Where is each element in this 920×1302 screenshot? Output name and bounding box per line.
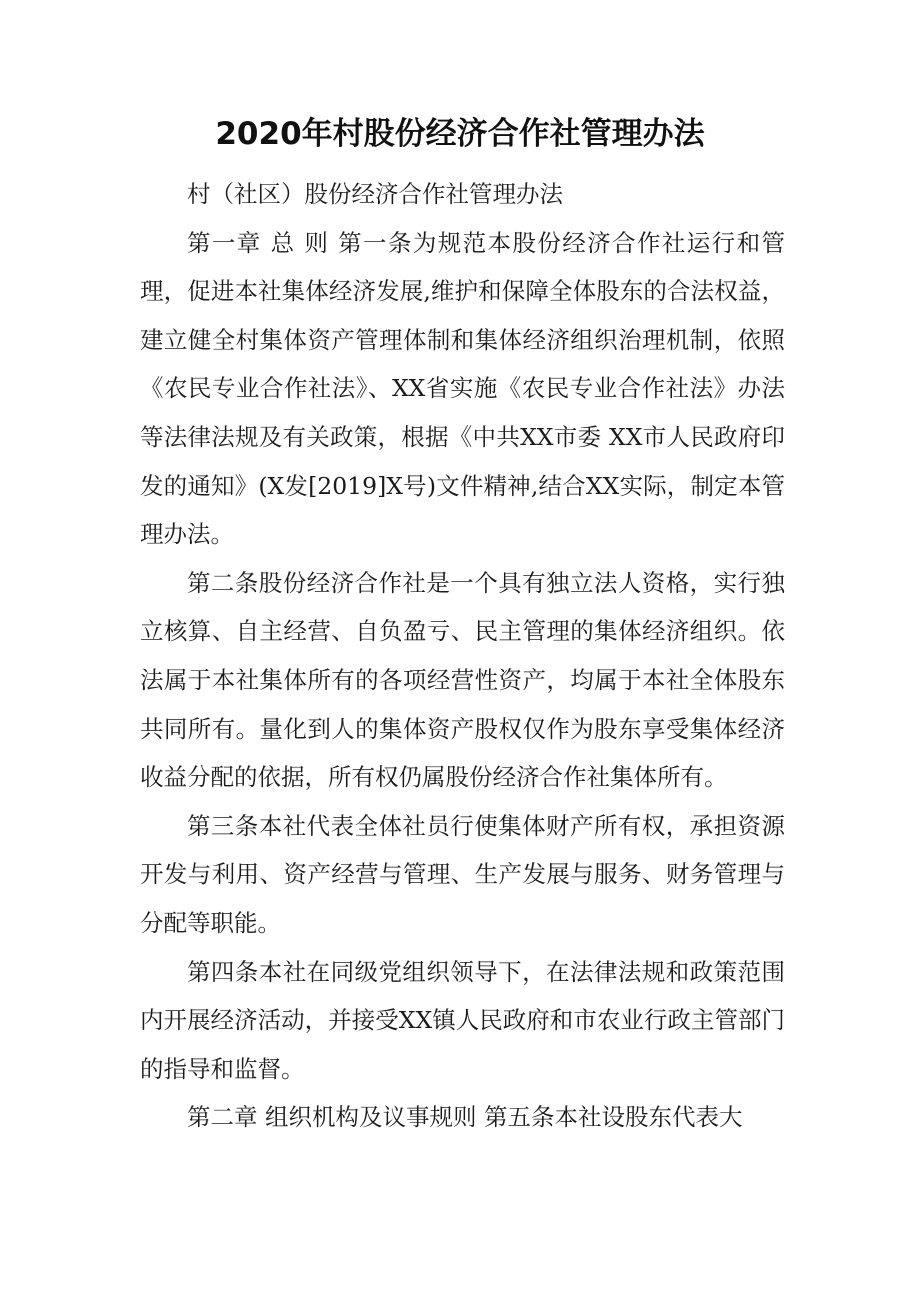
- document-body: [140, 170, 785, 1142]
- paragraph-chapter-2: 第二章 组织机构及议事规则 第五条本社设股东代表大: [187, 1103, 743, 1132]
- document-title: 2020年村股份经济合作社管理办法: [215, 116, 705, 152]
- paragraph-article-2: 第二条股份经济合作社是一个具有独立法人资格，实行独立核算、自主经营、自负盈亏、民主管理的集体经济组织。依法属于本社集体所有的各项经营性资产，均属于本社全体股东共同所有。量化到人的集体资产股权仅作为股东享受集体经济收益分配的依据，所有权仍属股份经济合作社集体所有。: [140, 568, 785, 792]
- document-subtitle: 村（社区）股份经济合作社管理办法: [187, 180, 563, 208]
- paragraph-article-4: 第四条本社在同级党组织领导下，在法律法规和政策范围内开展经济活动，并接受XX镇人民政府和市农业行政主管部门的指导和监督。: [140, 957, 785, 1083]
- paragraph-article-3: 第三条本社代表全体社员行使集体财产所有权，承担资源开发与利用、资产经营与管理、生产发展与服务、财务管理与分配等职能。: [140, 811, 785, 937]
- paragraph-chapter-1: 第一章 总 则 第一条为规范本股份经济合作社运行和管理，促进本社集体经济发展,维护和保障全体股东的合法权益，建立健全村集体资产管理体制和集体经济组织治理机制，依照《农民专业合作社法》、XX省实施《农民专业合作社法》办法等法律法规及有关政策，根据《中共XX市委 XX市人民政府印发的通知》(X发[2019]X号)文件精神,结合XX实际，制定本管理办法。: [140, 228, 785, 549]
